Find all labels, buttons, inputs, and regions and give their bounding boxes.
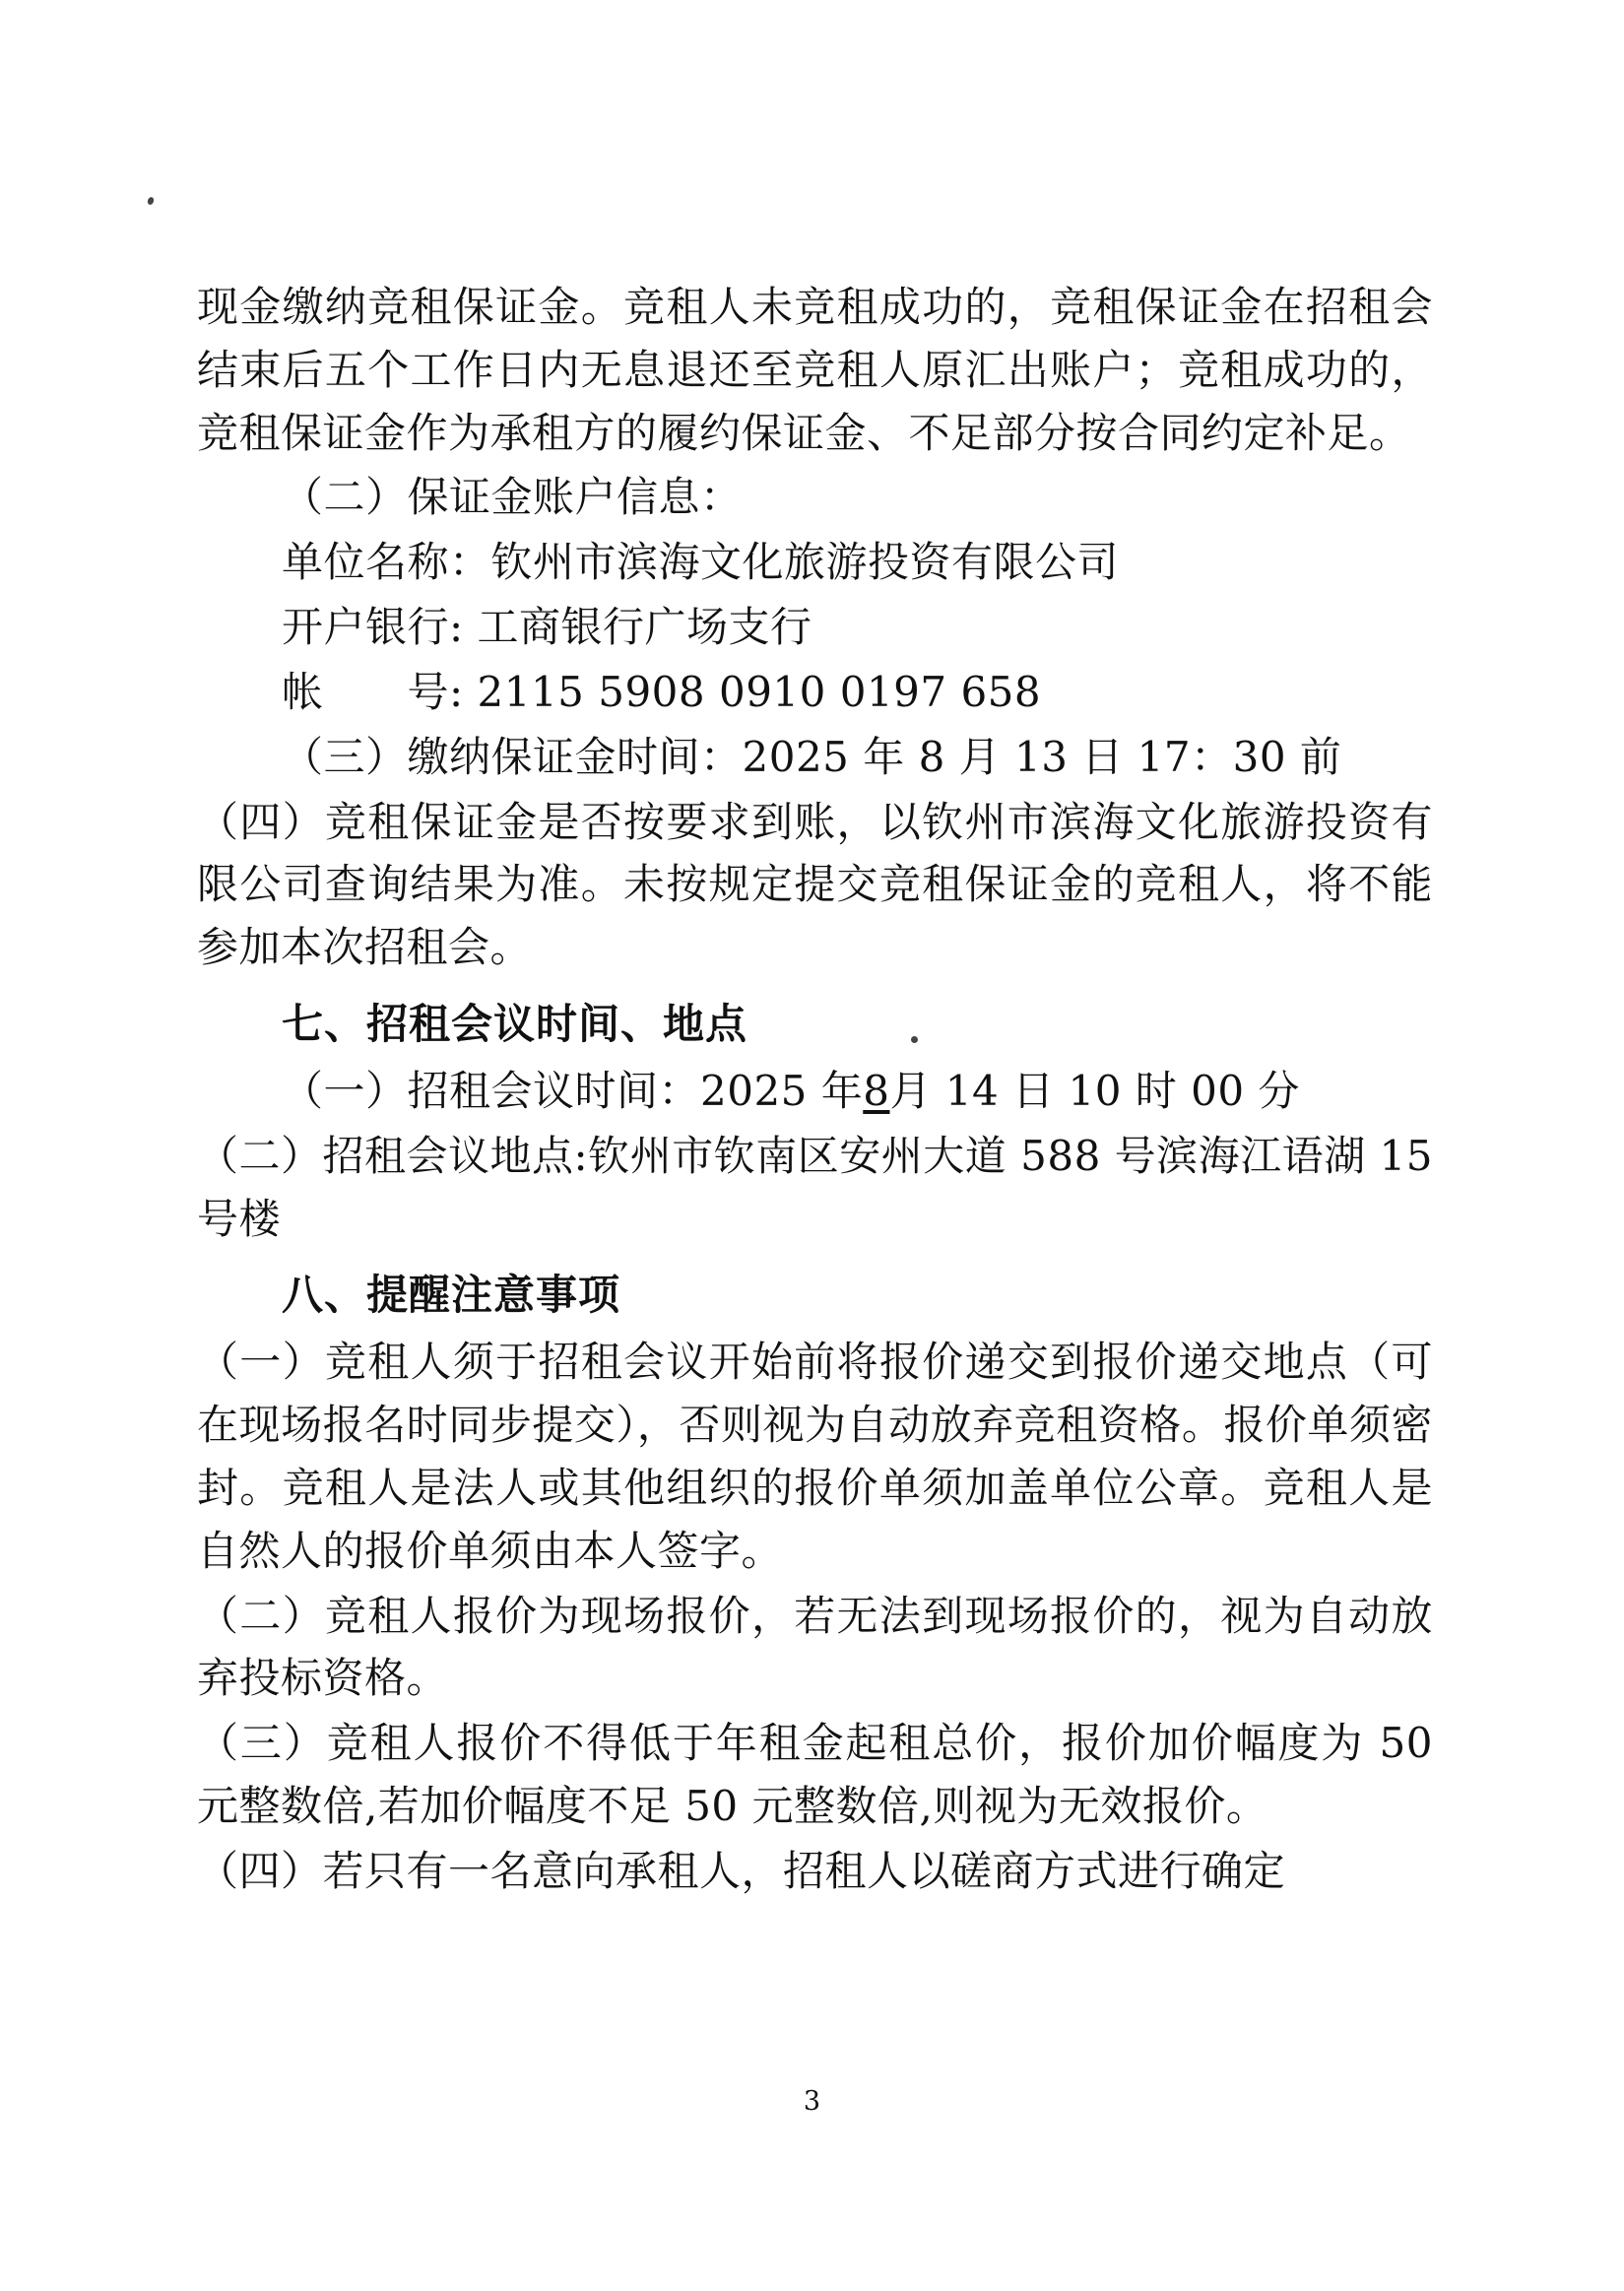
heading-section-seven: 七、招租会议时间、地点 bbox=[282, 1000, 748, 1049]
meeting-time-prefix: （一）招租会议时间：2025 年 bbox=[282, 1066, 864, 1115]
paragraph-account-info-title: （二）保证金账户信息： bbox=[282, 473, 743, 522]
paragraph-deposit-time: （三）缴纳保证金时间：2025 年 8 月 13 日 17：30 前 bbox=[282, 732, 1342, 781]
document-body bbox=[197, 276, 1433, 1905]
paragraph-deposit-verification: （四）竞租保证金是否按要求到账，以钦州市滨海文化旅游投资有限公司查询结果为准。未按规定提交竞租保证金的竞租人，将不能参加本次招租会。 bbox=[197, 797, 1433, 972]
paragraph-note-1: （一）竞租人须于招租会议开始前将报价递交到报价递交地点（可在现场报名时同步提交），否则视为自动放弃竞租资格。报价单须密封。竞租人是法人或其他组织的报价单须加盖单位公章。竞租人是自然人的报价单须由本人签字。 bbox=[197, 1338, 1433, 1575]
paragraph-cash-deposit: 现金缴纳竞租保证金。竞租人未竞租成功的，竞租保证金在招租会结束后五个工作日内无息退还至竞租人原汇出账户；竞租成功的，竞租保证金作为承租方的履约保证金、不足部分按合同约定补足。 bbox=[197, 283, 1433, 457]
meeting-time-suffix: 月 14 日 10 时 00 分 bbox=[889, 1066, 1300, 1115]
paragraph-meeting-place: （二）招租会议地点:钦州市钦南区安州大道 588 号滨海江语湖 15 号楼 bbox=[197, 1131, 1433, 1243]
paragraph-account-number: 帐 号: 2115 5908 0910 0197 658 bbox=[282, 667, 1042, 716]
page-number: 3 bbox=[803, 2086, 821, 2117]
paragraph-note-3: （三）竞租人报价不得低于年租金起租总价，报价加价幅度为 50 元整数倍,若加价幅度不足 50 元整数倍,则视为无效报价。 bbox=[197, 1719, 1433, 1831]
scan-artifact-top bbox=[147, 196, 155, 206]
paragraph-note-2: （二）竞租人报价为现场报价，若无法到现场报价的，视为自动放弃投标资格。 bbox=[197, 1591, 1433, 1703]
paragraph-meeting-time bbox=[197, 1060, 1433, 1123]
paragraph-note-4: （四）若只有一名意向承租人，招租人以磋商方式进行确定 bbox=[197, 1846, 1286, 1895]
paragraph-company-name: 单位名称：钦州市滨海文化旅游投资有限公司 bbox=[282, 538, 1120, 587]
meeting-time-month-underlined: 8 bbox=[863, 1066, 890, 1115]
heading-section-eight: 八、提醒注意事项 bbox=[282, 1271, 621, 1320]
paragraph-bank-name: 开户银行: 工商银行广场支行 bbox=[282, 603, 812, 652]
